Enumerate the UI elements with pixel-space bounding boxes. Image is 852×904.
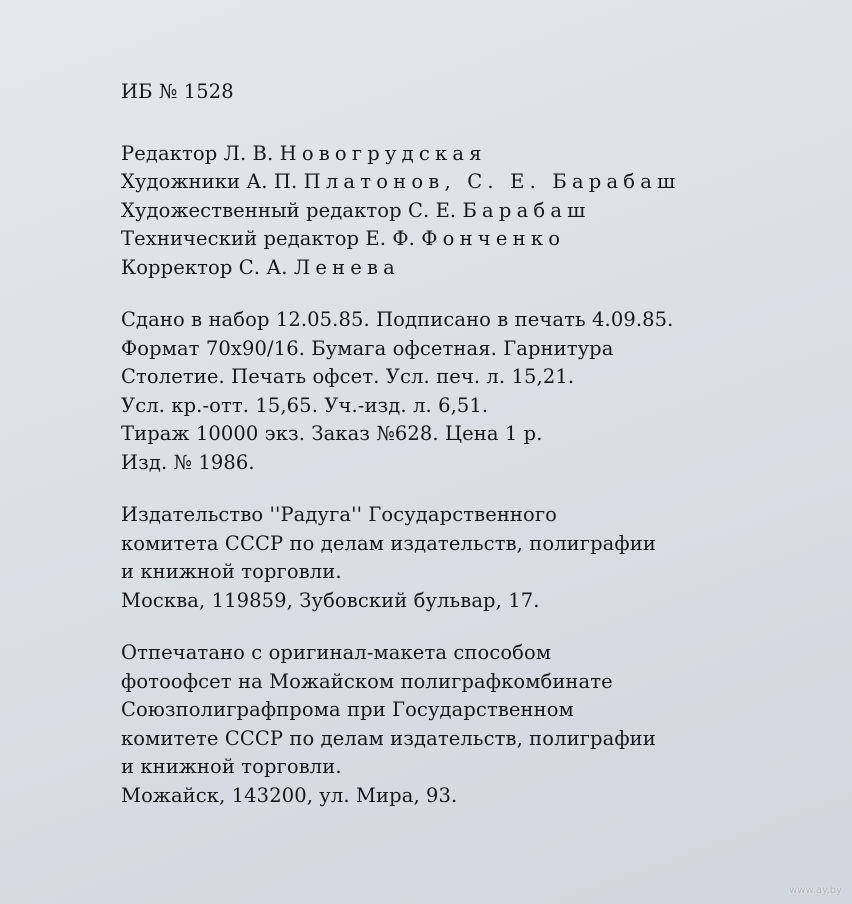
printer-line: Отпечатано с оригинал-макета способом [121,641,552,664]
credits-block [121,140,821,283]
publisher-line: Москва, 119859, Зубовский бульвар, 17. [121,588,540,612]
print-detail-line: Изд. № 1986. [121,450,255,474]
credit-role: Редактор Л. В. [121,141,274,165]
credit-line-art-editor [121,197,821,226]
printer-line: комитете СССР по делам издательств, полиграфии [121,726,656,750]
print-detail-line: Столетие. Печать офсет. Усл. печ. л. 15,21. [121,365,575,388]
credit-name: Фонченко [421,227,566,250]
credit-line-proofreader [121,254,821,283]
credit-line-artists [121,168,821,197]
credit-line-editor [121,140,821,169]
printer-line: фотоофсет на Можайском полиграфкомбинате [121,669,613,693]
ib-number: ИБ № 1528 [121,80,234,103]
credit-name: Ленева [293,255,400,279]
print-detail-line: Тираж 10000 экз. Заказ №628. Цена 1 р. [121,422,543,445]
colophon [121,78,821,834]
credit-name: Барабаш [462,198,591,222]
watermark-text: www.ay.by [789,885,842,896]
printer-block [121,639,821,810]
credit-role: Художественный редактор С. Е. [121,198,457,222]
print-detail-line: Усл. кр.-отт. 15,65. Уч.-изд. л. 6,51. [121,393,489,417]
printer-line: и книжной торговли. [121,755,342,778]
credit-role: Корректор С. А. [121,255,288,279]
printer-line: Союзполиграфпрома при Государственном [121,698,574,721]
credit-role: Художники А. П. [121,170,298,193]
publisher-line: Издательство ''Радуга'' Государственного [121,503,558,526]
publisher-block [121,501,821,615]
printer-line: Можайск, 143200, ул. Мира, 93. [121,783,458,807]
publisher-line: комитета СССР по делам издательств, полиграфии [121,531,656,555]
print-details-block [121,306,821,477]
credit-name: Новогрудская [279,141,487,165]
credit-role: Технический редактор Е. Ф. [121,227,415,250]
print-detail-line: Сдано в набор 12.05.85. Подписано в печать 4.09.85. [121,308,674,331]
credit-name: Платонов, С. Е. Барабаш [303,170,681,193]
publisher-line: и книжной торговли. [121,560,342,583]
credit-line-tech-editor [121,225,821,254]
ib-number-block [121,78,821,107]
print-detail-line: Формат 70х90/16. Бумага офсетная. Гарнитура [121,336,614,360]
